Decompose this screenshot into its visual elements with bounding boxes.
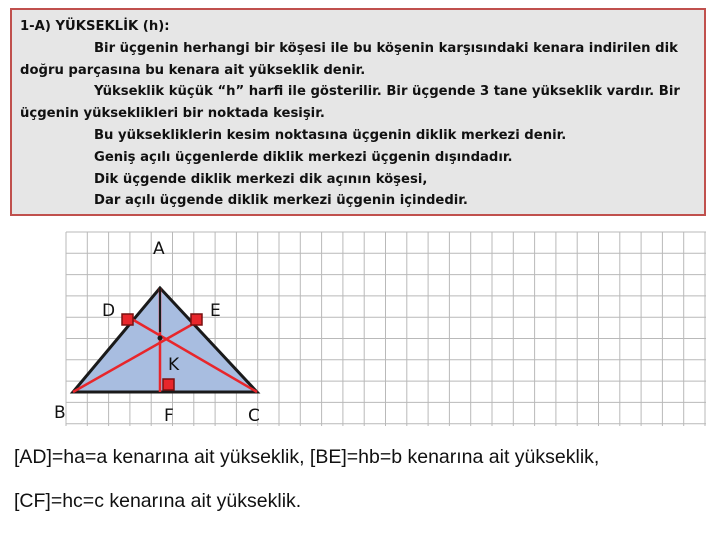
label-b: B [54, 403, 66, 423]
definition-paragraph [20, 38, 696, 82]
acute-triangle-note: Dar açılı üçgende diklik merkezi üçgenin içindedir. [94, 193, 468, 209]
notation-line-2: üçgenin yükseklikleri bir noktada kesişir. [20, 106, 325, 122]
altitude-caption-c: [CF]=hc=c kenarına ait yükseklik. [14, 490, 302, 512]
notation-line-1: Yükseklik küçük “h” harfi ile gösterilir. Bir üçgende 3 tane yükseklik vardır. Bir [94, 84, 680, 100]
definition-line-1: Bir üçgenin herhangi bir köşesi ile bu köşenin karşısındaki kenara indirilen dik [94, 40, 678, 56]
right-angle-marker-f [163, 379, 174, 390]
right-triangle-note: Dik üçgende diklik merkezi dik açının köşesi, [94, 171, 428, 187]
notation-paragraph [20, 81, 696, 125]
orthocenter-definition: Bu yüksekliklerin kesim noktasına üçgenin diklik merkezi denir. [94, 127, 567, 143]
label-e: E [210, 301, 221, 321]
label-f: F [164, 406, 174, 426]
obtuse-triangle-note: Geniş açılı üçgenlerde diklik merkezi üçgenin dışındadır. [94, 149, 513, 165]
label-a: A [153, 239, 165, 259]
orthocenter-point-k [158, 336, 163, 341]
right-angle-marker-d [122, 314, 133, 325]
label-k: K [168, 355, 180, 375]
label-c: C [248, 406, 260, 426]
section-title: 1-A) YÜKSEKLİK (h): [20, 19, 170, 34]
definition-box [10, 8, 706, 216]
triangle-altitudes-figure [54, 228, 710, 428]
right-angle-marker-e [191, 314, 202, 325]
definition-line-2: doğru parçasına bu kenara ait yükseklik denir. [20, 62, 366, 78]
label-d: D [102, 301, 116, 321]
altitude-caption-ab: [AD]=ha=a kenarına ait yükseklik, [BE]=hb=b kenarına ait yükseklik, [14, 446, 600, 468]
